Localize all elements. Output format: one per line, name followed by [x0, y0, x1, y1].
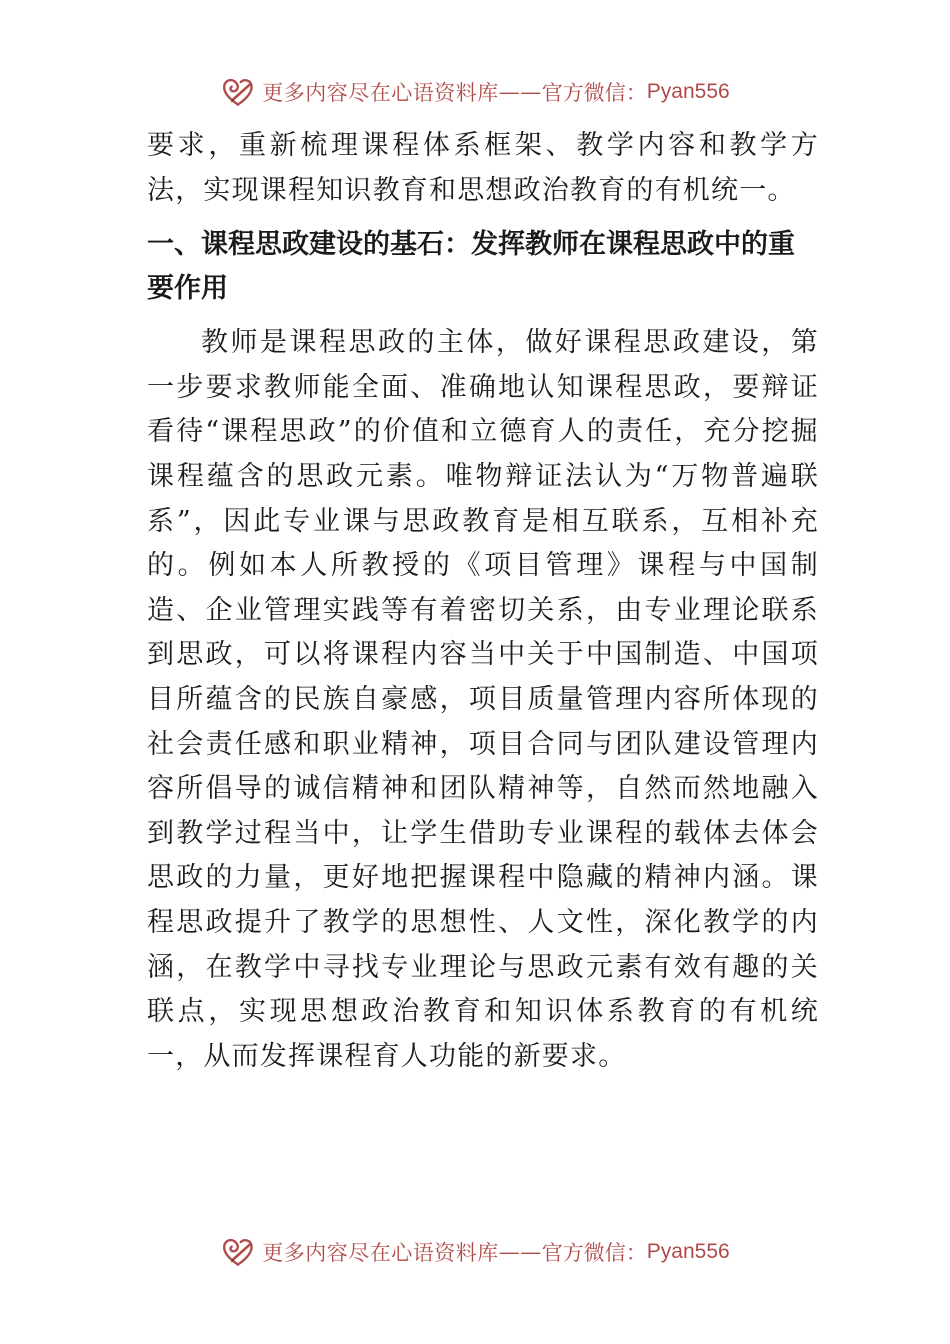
section-heading: 一、课程思政建设的基石：发挥教师在课程思政中的重要作用 — [147, 229, 795, 305]
footer-wechat-id: Pyan556 — [646, 1240, 730, 1263]
header-dash: —— — [498, 80, 542, 104]
continuation-paragraph: 要求，重新梳理课程体系框架、教学内容和教学方法，实现课程知识教育和思想政治教育的有机统一。 — [147, 130, 819, 206]
heart-pen-logo-icon — [220, 74, 256, 110]
footer-dash: —— — [498, 1240, 542, 1264]
header-library-name: 更多内容尽在心语资料库 — [262, 81, 499, 105]
header-banner — [0, 72, 950, 112]
footer-wechat-label: 官方微信： — [541, 1241, 647, 1265]
footer-library-name: 更多内容尽在心语资料库 — [262, 1241, 499, 1265]
body-paragraph: 教师是课程思政的主体，做好课程思政建设，第一步要求教师能全面、准确地认知课程思政，要辩证看待“课程思政”的价值和立德育人的责任，充分挖掘课程蕴含的思政元素。唯物辩证法认为“万物普遍联系”，因此专业课与思政教育是相互联系，互相补充的。例如本人所教授的《项目管理》课程与中国制造、企业管理实践等有着密切关系，由专业理论联系到思政，可以将课程内容当中关于中国制造、中国项目所蕴含的民族自豪感，项目质量管理内容所体现的社会责任感和职业精神，项目合同与团队建设管理内容所倡导的诚信精神和团队精神等，自然而然地融入到教学过程当中，让学生借助专业课程的载体去体会思政的力量，更好地把握课程中隐藏的精神内涵。课程思政提升了教学的思想性、人文性，深化教学的内涵，在教学中寻找专业理论与思政元素有效有趣的关联点，实现思想政治教育和知识体系教育的有机统一，从而发挥课程育人功能的新要求。 — [147, 327, 819, 1072]
header-wechat-label: 官方微信： — [541, 81, 647, 105]
heart-pen-logo-icon — [220, 1234, 256, 1270]
footer-banner — [0, 1232, 950, 1272]
header-wechat-id: Pyan556 — [646, 80, 730, 103]
document-body — [147, 124, 819, 1079]
